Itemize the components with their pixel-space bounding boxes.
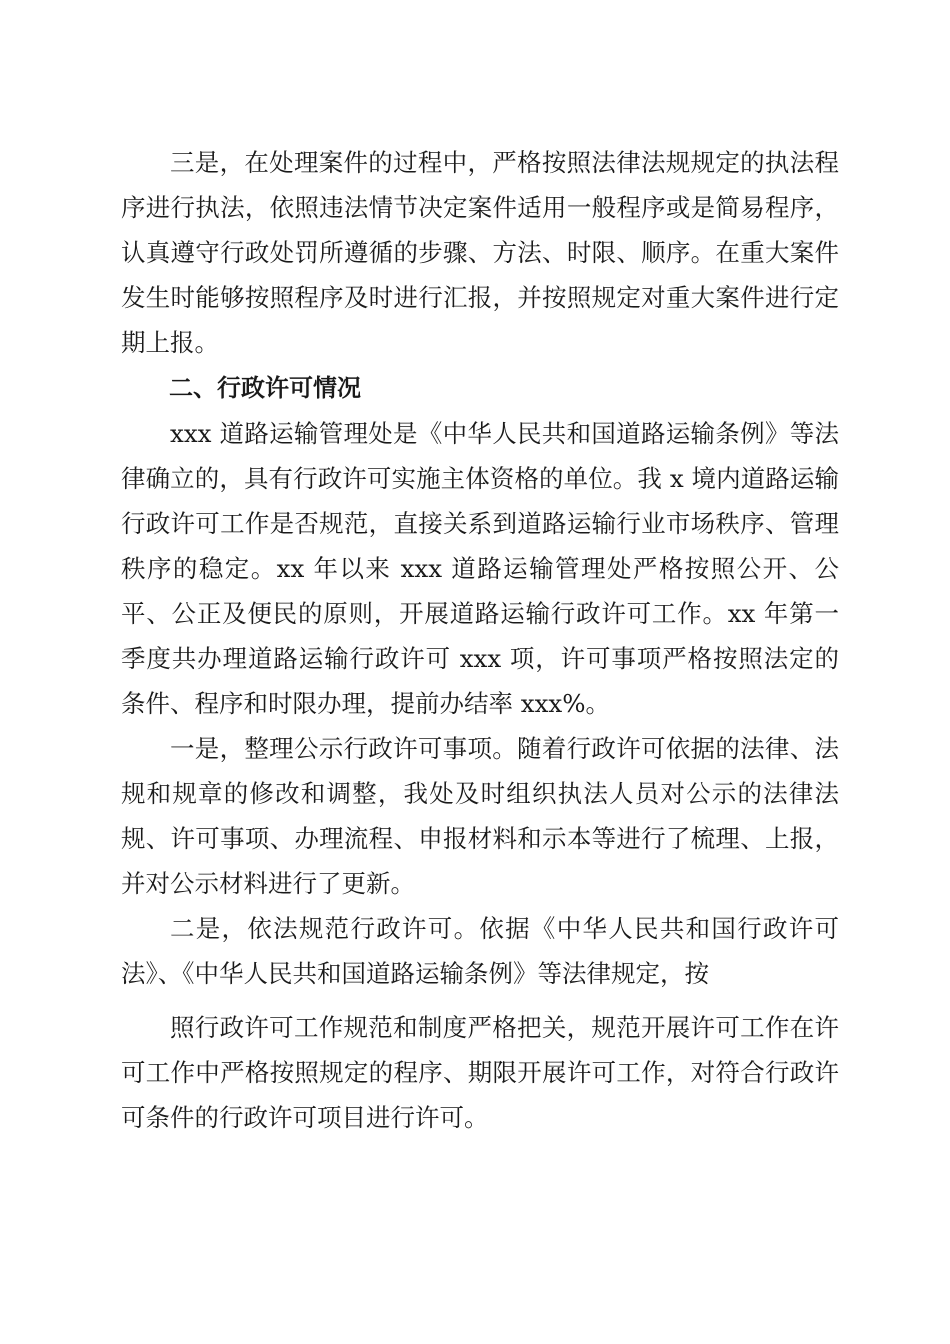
paragraph-licensing-overview: xxx 道路运输管理处是《中华人民共和国道路运输条例》等法律确立的，具有行政许可实施主体资格的单位。我 x 境内道路运输行政许可工作是否规范，直接关系到道路运输行业市场秩序、管理秩序的稳定。xx 年以来 xxx 道路运输管理处严格按照公开、公平、公正及便民的原则，开展道路运输行政许可工作。xx 年第一季度共办理道路运输行政许可 xxx 项，许可事项严格按照法定的条件、程序和时限办理，提前办结率 xxx%。 xyxy=(121,419,839,718)
paragraph-case-procedure: 三是，在处理案件的过程中，严格按照法律法规规定的执法程序进行执法，依照违法情节决定案件适用一般程序或是简易程序，认真遵守行政处罚所遵循的步骤、方法、时限、顺序。在重大案件发生时能够按照程序及时进行汇报，并按照规定对重大案件进行定期上报。 xyxy=(121,148,839,357)
section-heading-administrative-licensing: 二、行政许可情况 xyxy=(169,374,361,402)
paragraph-licensing-continuation: 照行政许可工作规范和制度严格把关，规范开展许可工作在许可工作中严格按照规定的程序、期限开展许可工作，对符合行政许可条件的行政许可项目进行许可。 xyxy=(121,1013,839,1132)
paragraph-regulate-licensing: 二是，依法规范行政许可。依据《中华人民共和国行政许可法》、《中华人民共和国道路运输条例》等法律规定，按 xyxy=(121,914,839,988)
paragraph-publicize-licensing-items: 一是，整理公示行政许可事项。随着行政许可依据的法律、法规和规章的修改和调整，我处及时组织执法人员对公示的法律法规、许可事项、办理流程、申报材料和示本等进行了梳理、上报，并对公示材料进行了更新。 xyxy=(121,734,839,898)
document-body xyxy=(121,140,839,1140)
